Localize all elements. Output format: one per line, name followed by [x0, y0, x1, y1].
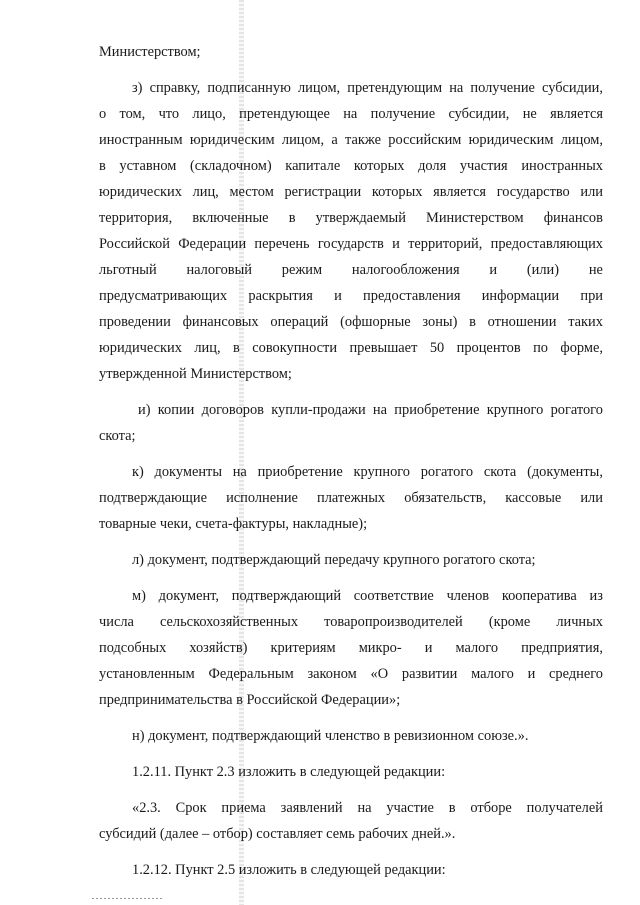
text-line [99, 638, 603, 658]
text-word: налоговый [186, 262, 252, 278]
text-word: документы [154, 464, 222, 480]
text-word: доля [418, 158, 447, 174]
text-word: финансовых [182, 314, 259, 330]
text-line [99, 130, 603, 150]
text-word: в [448, 800, 456, 816]
text-word: совокупности [252, 340, 338, 356]
text-word: что [158, 106, 180, 122]
text-word: которых [353, 158, 405, 174]
text-word: лицом, [297, 80, 341, 96]
text-word: на [372, 402, 388, 418]
text-word: платежных [317, 490, 386, 506]
text-word: приобретение [257, 464, 343, 480]
text-word: предусматривающих [99, 288, 228, 304]
text-word: не [522, 106, 537, 122]
text-word: участия [459, 158, 508, 174]
text-word: таких [568, 314, 603, 330]
text-word: юридическим [468, 132, 554, 148]
text-word: договоров [201, 402, 264, 418]
text-word: м) [132, 588, 146, 604]
text-word: критериям [270, 640, 336, 656]
text-word: государство [496, 184, 570, 200]
text-word: кооператива [501, 588, 577, 604]
text-line [99, 234, 603, 254]
text-word: малого [455, 640, 499, 656]
text-word: режим [281, 262, 323, 278]
text-word: предоставления [363, 288, 461, 304]
text-line [99, 488, 603, 508]
text-word: капитале [285, 158, 341, 174]
text-line: утвержденной Министерством; [99, 366, 292, 382]
text-word: в [233, 340, 240, 356]
text-line [99, 208, 603, 228]
text-word: является [433, 184, 487, 200]
text-word: в [99, 158, 106, 174]
text-word: получателей [526, 800, 603, 816]
text-word: раскрытия [248, 288, 313, 304]
text-word: развитии [401, 666, 458, 682]
text-word: и) [138, 402, 151, 418]
text-word: и [424, 640, 433, 656]
text-word: Срок [175, 800, 207, 816]
text-word: подтверждающие [99, 490, 207, 506]
text-word: на [343, 106, 358, 122]
text-line [99, 104, 603, 124]
text-word: по [533, 340, 548, 356]
text-word: форме, [560, 340, 603, 356]
text-line [99, 338, 603, 358]
text-word: о [99, 106, 107, 122]
text-word: претендующее [239, 106, 330, 122]
text-word: Министерством [426, 210, 524, 226]
text-word: рогатого [550, 402, 603, 418]
text-word: процентов [456, 340, 521, 356]
text-word: юридических [99, 184, 182, 200]
text-word: лицом, [560, 132, 603, 148]
text-word: иностранным [99, 132, 183, 148]
text-word: на [357, 800, 372, 816]
text-word: которых [371, 184, 423, 200]
text-word: 50 [429, 340, 445, 356]
text-word: получение [370, 106, 436, 122]
text-line [132, 586, 603, 606]
text-line: Министерством; [99, 44, 201, 60]
text-word: субсидии, [542, 80, 603, 96]
text-line: скота; [99, 428, 136, 444]
text-word: предоставляющих [490, 236, 603, 252]
text-word: (документы, [527, 464, 603, 480]
text-word: подсобных [99, 640, 167, 656]
text-word: а [331, 132, 338, 148]
text-word: (или) [526, 262, 560, 278]
text-word: «О [370, 666, 389, 682]
text-word: приобретение [394, 402, 480, 418]
text-word: к) [132, 464, 144, 480]
text-line [99, 260, 603, 280]
text-word: или [580, 184, 603, 200]
text-line: предпринимательства в Российской Федерации»; [99, 692, 401, 708]
text-line [99, 312, 603, 332]
text-word: превышает [349, 340, 418, 356]
text-word: установленным [99, 666, 195, 682]
text-word: и [527, 666, 536, 682]
text-word: уставном [119, 158, 177, 174]
text-word: малого [471, 666, 514, 682]
text-word: законом [307, 666, 357, 682]
text-word: информации [481, 288, 560, 304]
text-word: исполнение [226, 490, 298, 506]
text-word: территорий, [408, 236, 483, 252]
text-line: л) документ, подтверждающий передачу крупного рогатого скота; [132, 552, 536, 568]
text-word: сельскохозяйственных [159, 614, 299, 630]
text-word: з) [132, 80, 143, 96]
text-word: претендующим [347, 80, 443, 96]
text-word: операций [270, 314, 329, 330]
text-word: регистрации [284, 184, 362, 200]
text-word: утверждаемый [315, 210, 406, 226]
text-word: местом [229, 184, 274, 200]
text-line [132, 78, 603, 98]
text-word: подписанную [207, 80, 291, 96]
text-word: получение [470, 80, 535, 96]
text-word: среднего [549, 666, 603, 682]
text-word: обязательств, [404, 490, 487, 506]
text-line: 1.2.11. Пункт 2.3 изложить в следующей редакции: [132, 764, 446, 780]
text-word: хозяйств) [189, 640, 248, 656]
scan-edge-mark [92, 898, 162, 899]
text-word: при [580, 288, 603, 304]
text-word: рогатого [420, 464, 474, 480]
text-word: крупного [486, 402, 544, 418]
text-word: (складочном) [190, 158, 272, 174]
text-word: подтверждающий [231, 588, 342, 604]
text-word: микро- [358, 640, 402, 656]
text-line [99, 286, 603, 306]
text-word: включенные [192, 210, 269, 226]
text-word: не [588, 262, 603, 278]
text-line: товарные чеки, счета-фактуры, накладные); [99, 516, 368, 532]
text-word: в [288, 210, 296, 226]
text-word: крупного [353, 464, 410, 480]
text-word: лицо, [192, 106, 226, 122]
text-word: купли-продажи [271, 402, 366, 418]
text-word: также [345, 132, 382, 148]
text-word: отношении [487, 314, 557, 330]
text-word: или [580, 490, 603, 506]
text-word: том, [119, 106, 146, 122]
text-word: лиц, [192, 184, 219, 200]
text-word: иностранных [521, 158, 603, 174]
text-word: лиц, [194, 340, 221, 356]
text-word: личных [556, 614, 603, 630]
text-word: (офшорные [340, 314, 411, 330]
text-word: документ, [158, 588, 219, 604]
text-line: 1.2.12. Пункт 2.5 изложить в следующей редакции: [132, 862, 446, 878]
text-word: Федеральным [208, 666, 294, 682]
text-line [99, 664, 603, 684]
text-word: заявлений [280, 800, 343, 816]
text-word: отборе [470, 800, 512, 816]
text-word: Российской [99, 236, 170, 252]
text-word: налогообложения [351, 262, 460, 278]
text-line [99, 156, 603, 176]
text-word: зоны) [422, 314, 458, 330]
text-word: кассовые [505, 490, 562, 506]
text-word: юридических [99, 340, 182, 356]
text-word: российским [388, 132, 462, 148]
text-word: товаропроизводителей [324, 614, 463, 630]
text-word: справку, [149, 80, 201, 96]
text-word: финансов [543, 210, 603, 226]
text-word: субсидии, [448, 106, 510, 122]
text-line [132, 462, 603, 482]
text-word: из [589, 588, 603, 604]
text-word: в [469, 314, 476, 330]
text-line [99, 612, 603, 632]
text-word: государств [317, 236, 384, 252]
text-word: Федерации [178, 236, 247, 252]
text-word: перечень [254, 236, 310, 252]
text-word: юридическим [189, 132, 275, 148]
text-word: на [232, 464, 247, 480]
text-word: (кроме [488, 614, 531, 630]
text-word: числа [99, 614, 134, 630]
text-word: проведении [99, 314, 171, 330]
text-word: на [449, 80, 464, 96]
text-word: соответствие [353, 588, 434, 604]
text-line [99, 182, 603, 202]
text-line [138, 400, 603, 420]
text-word: территория, [99, 210, 173, 226]
text-word: участие [386, 800, 434, 816]
text-word: копии [157, 402, 195, 418]
text-word: и [392, 236, 400, 252]
text-line: н) документ, подтверждающий членство в ревизионном союзе.». [132, 728, 529, 744]
text-word: является [550, 106, 603, 122]
text-word: «2.3. [132, 800, 161, 816]
text-word: и [334, 288, 342, 304]
text-word: членов [446, 588, 490, 604]
text-line [132, 798, 603, 818]
text-word: и [489, 262, 498, 278]
text-word: предприятия, [521, 640, 603, 656]
text-line: субсидий (далее – отбор) составляет семь рабочих дней.». [99, 826, 456, 842]
text-word: скота [483, 464, 517, 480]
text-word: лицом, [281, 132, 325, 148]
text-word: приема [221, 800, 266, 816]
text-word: льготный [99, 262, 157, 278]
